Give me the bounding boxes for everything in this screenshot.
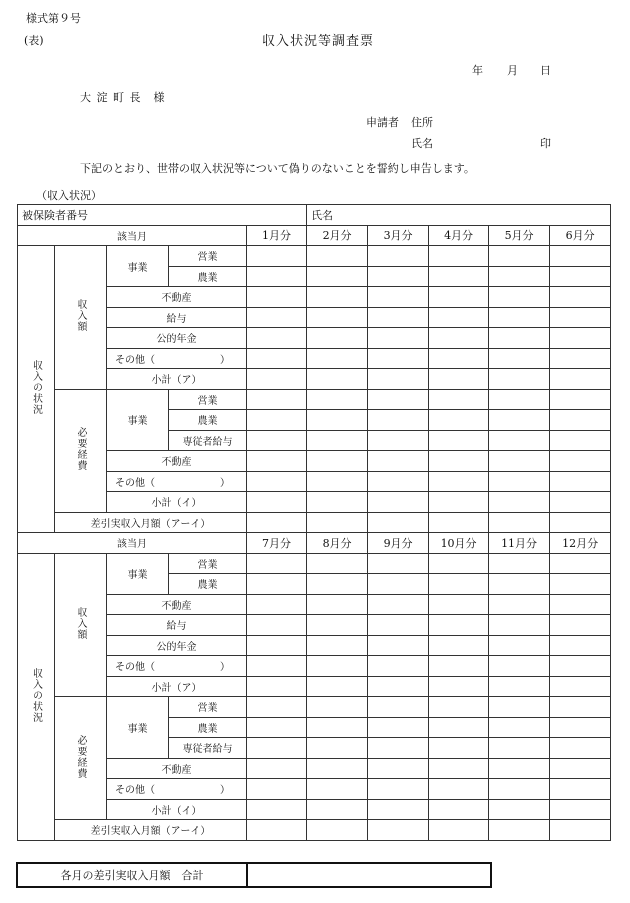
page-title: 収入状況等調査票 (262, 34, 375, 49)
row-label: 農業 (169, 717, 247, 738)
month-header: 10月分 (429, 533, 489, 554)
month-header: 9月分 (368, 533, 429, 554)
table-row (18, 635, 611, 656)
row-label: 不動産 (107, 594, 247, 615)
row-label: 小計（イ） (107, 799, 247, 820)
table-row (18, 656, 611, 677)
row-label: 専従者給与 (169, 430, 247, 451)
form-number: 様式第９号 (26, 12, 81, 25)
row-label: 営業 (169, 553, 247, 574)
table-row (18, 287, 611, 308)
annual-total-value (247, 863, 491, 887)
annual-total-box (16, 862, 492, 888)
month-header-label: 該当月 (18, 533, 247, 554)
month-header: 2月分 (307, 225, 368, 246)
month-header-row (18, 533, 611, 554)
date-year-label: 年 (472, 64, 483, 77)
row-label: 小計（イ） (107, 492, 247, 513)
business-label: 事業 (107, 389, 169, 451)
table-row (18, 553, 611, 574)
expense-group-label: 必要経費 (55, 697, 107, 820)
name-label: 氏名 (307, 205, 611, 226)
section-label: （収入状況） (36, 189, 102, 202)
row-label-other: その他（ ） (107, 779, 247, 800)
month-header: 7月分 (247, 533, 307, 554)
date-month-label: 月 (507, 64, 518, 77)
income-status-table (17, 204, 611, 841)
month-header: 1月分 (247, 225, 307, 246)
side-label: (表) (24, 34, 44, 47)
applicant-name-label: 氏名 (411, 137, 433, 150)
date-day-label: 日 (540, 64, 551, 77)
table-row (18, 615, 611, 636)
month-header: 5月分 (489, 225, 550, 246)
row-label: 給与 (107, 307, 247, 328)
row-label: 差引実収入月額（アーイ） (55, 512, 247, 533)
month-header: 4月分 (429, 225, 489, 246)
business-label: 事業 (107, 553, 169, 594)
row-label: 不動産 (107, 451, 247, 472)
month-header: 3月分 (368, 225, 429, 246)
table-row (18, 799, 611, 820)
table-row (18, 676, 611, 697)
row-label-other: その他（ ） (107, 656, 247, 677)
row-label: 差引実収入月額（アーイ） (55, 820, 247, 841)
status-label: 収入の状況 (18, 553, 55, 840)
business-label: 事業 (107, 697, 169, 759)
addressee: 大 淀 町 長 様 (80, 91, 166, 104)
row-label: 不動産 (107, 287, 247, 308)
month-header: 11月分 (489, 533, 550, 554)
row-label-other: その他（ ） (107, 348, 247, 369)
insured-row (18, 205, 611, 226)
table-row (18, 389, 611, 410)
table-row (18, 697, 611, 718)
annual-total-label: 各月の差引実収入月額 合計 (17, 863, 247, 887)
row-label: 小計（ア） (107, 676, 247, 697)
business-label: 事業 (107, 246, 169, 287)
table-row (18, 758, 611, 779)
row-label: 農業 (169, 410, 247, 431)
table-row (18, 451, 611, 472)
table-row (18, 328, 611, 349)
insured-number-label: 被保険者番号 (18, 205, 307, 226)
income-group-label: 収入額 (55, 246, 107, 390)
row-label: 農業 (169, 266, 247, 287)
status-label: 収入の状況 (18, 246, 55, 533)
seal-mark: 印 (540, 137, 551, 150)
row-label: 給与 (107, 615, 247, 636)
row-label: 営業 (169, 246, 247, 267)
table-row (18, 471, 611, 492)
row-label: 営業 (169, 697, 247, 718)
table-row (18, 594, 611, 615)
declaration-text: 下記のとおり、世帯の収入状況等について偽りのないことを誓約し申告します。 (80, 162, 475, 175)
table-row (18, 307, 611, 328)
applicant-label: 申請者 (366, 116, 399, 129)
month-header: 8月分 (307, 533, 368, 554)
row-label: 小計（ア） (107, 369, 247, 390)
table-row (18, 779, 611, 800)
row-label-other: その他（ ） (107, 471, 247, 492)
month-header: 12月分 (550, 533, 611, 554)
row-label: 農業 (169, 574, 247, 595)
month-header-label: 該当月 (18, 225, 247, 246)
address-label: 住所 (411, 116, 433, 129)
row-label: 不動産 (107, 758, 247, 779)
row-label: 専従者給与 (169, 738, 247, 759)
row-label: 公的年金 (107, 328, 247, 349)
table-row (18, 246, 611, 267)
table-row (18, 369, 611, 390)
row-label: 公的年金 (107, 635, 247, 656)
income-group-label: 収入額 (55, 553, 107, 697)
month-header: 6月分 (550, 225, 611, 246)
table-row (18, 820, 611, 841)
month-header-row (18, 225, 611, 246)
row-label: 営業 (169, 389, 247, 410)
expense-group-label: 必要経費 (55, 389, 107, 512)
table-row (18, 348, 611, 369)
table-row (18, 492, 611, 513)
table-row (18, 512, 611, 533)
